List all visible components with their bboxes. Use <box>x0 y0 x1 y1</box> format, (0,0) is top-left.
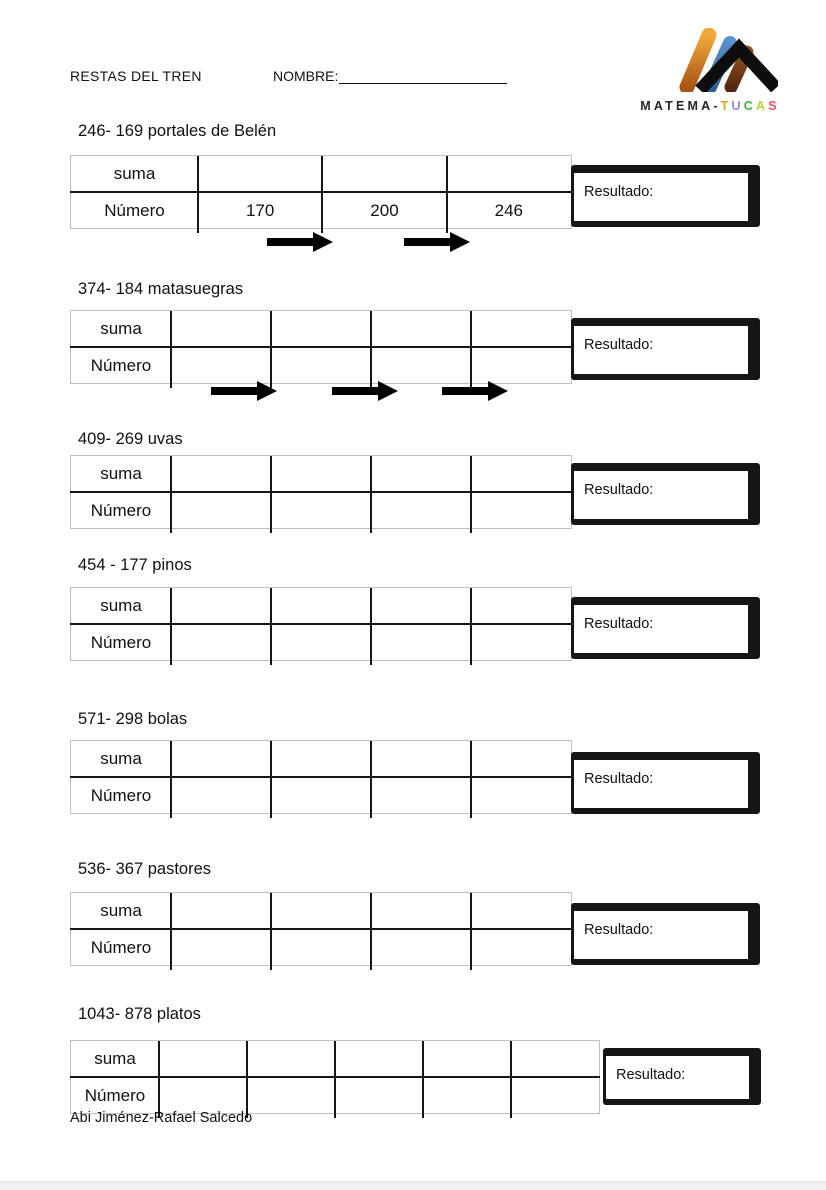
suma-row <box>71 311 571 346</box>
table-divider <box>70 623 572 625</box>
table-column-line <box>170 456 172 533</box>
train-table <box>70 310 572 384</box>
brand-letter: C <box>743 99 757 113</box>
numero-cell[interactable] <box>511 1078 599 1113</box>
brand-prefix: MATEMA- <box>640 99 721 113</box>
suma-label: suma <box>113 164 156 183</box>
suma-label: suma <box>100 749 142 768</box>
exercise-title: 454 - 177 pinos <box>78 556 192 574</box>
numero-label: Número <box>90 633 152 652</box>
table-column-line <box>270 741 272 818</box>
result-label: Resultado: <box>584 184 654 200</box>
numero-label: Número <box>90 938 152 957</box>
brand-name <box>640 99 780 113</box>
numero-cell[interactable] <box>371 930 471 965</box>
numero-cell[interactable] <box>271 493 371 528</box>
exercise-title: 374- 184 matasuegras <box>78 280 244 298</box>
result-box[interactable] <box>571 597 760 659</box>
suma-cell[interactable] <box>271 741 371 776</box>
table-column-line <box>470 311 472 388</box>
right-arrow-icon <box>267 232 333 252</box>
suma-cell[interactable] <box>371 741 471 776</box>
table-column-line <box>170 311 172 388</box>
numero-cell[interactable] <box>271 625 371 660</box>
train-table <box>70 155 572 229</box>
suma-label: suma <box>100 596 142 615</box>
table-column-line <box>446 156 448 233</box>
numero-cell[interactable] <box>171 493 271 528</box>
numero-row <box>71 625 571 660</box>
suma-cell[interactable] <box>198 156 322 191</box>
right-arrow-icon <box>211 381 277 401</box>
name-blank-line[interactable] <box>339 70 507 84</box>
right-arrow-icon <box>332 381 398 401</box>
result-label: Resultado: <box>584 771 654 787</box>
numero-cell[interactable] <box>171 625 271 660</box>
name-field <box>273 68 507 84</box>
numero-row <box>71 348 571 383</box>
suma-cell[interactable] <box>447 156 571 191</box>
suma-row <box>71 741 571 776</box>
suma-cell[interactable] <box>371 456 471 491</box>
suma-cell[interactable] <box>471 741 571 776</box>
result-box[interactable] <box>571 752 760 814</box>
suma-cell[interactable] <box>511 1041 599 1076</box>
numero-row <box>71 930 571 965</box>
exercise-title: 571- 298 bolas <box>78 710 188 728</box>
result-label: Resultado: <box>584 922 654 938</box>
exercise-title: 409- 269 uvas <box>78 430 183 448</box>
suma-cell[interactable] <box>159 1041 247 1076</box>
train-table <box>70 740 572 814</box>
table-column-line <box>510 1041 512 1118</box>
numero-cell[interactable] <box>271 930 371 965</box>
brand-letter: A <box>756 99 769 113</box>
brand-letter: U <box>731 99 744 113</box>
table-column-line <box>334 1041 336 1118</box>
numero-cell[interactable] <box>247 1078 335 1113</box>
table-column-line <box>270 311 272 388</box>
result-box[interactable] <box>571 318 760 380</box>
numero-cell[interactable] <box>423 1078 511 1113</box>
train-table <box>70 892 572 966</box>
suma-cell[interactable] <box>271 588 371 623</box>
brand-suffix <box>721 99 780 113</box>
suma-cell[interactable] <box>271 893 371 928</box>
name-label: NOMBRE: <box>273 68 339 84</box>
result-box[interactable] <box>571 903 760 965</box>
result-label: Resultado: <box>584 337 654 353</box>
brand-logo <box>640 28 780 113</box>
suma-cell[interactable] <box>322 156 446 191</box>
numero-cell[interactable] <box>471 625 571 660</box>
suma-cell[interactable] <box>171 893 271 928</box>
table-divider <box>70 928 572 930</box>
table-column-line <box>170 588 172 665</box>
table-column-line <box>170 893 172 970</box>
brand-letter: S <box>768 99 780 113</box>
suma-label: suma <box>94 1049 136 1068</box>
table-column-line <box>158 1041 160 1118</box>
author-credit: Abi Jiménez-Rafael Salcedo <box>70 1110 253 1126</box>
numero-cell[interactable] <box>171 930 271 965</box>
table-column-line <box>197 156 199 233</box>
suma-label: suma <box>100 464 142 483</box>
table-column-line <box>270 893 272 970</box>
right-arrow-icon <box>404 232 470 252</box>
table-column-line <box>270 456 272 533</box>
numero-label: Número <box>90 356 152 375</box>
logo-mark-icon <box>643 28 778 92</box>
brand-letter: T <box>720 99 732 113</box>
result-box[interactable] <box>571 463 760 525</box>
numero-cell[interactable] <box>271 778 371 813</box>
numero-cell[interactable] <box>271 348 371 383</box>
numero-cell[interactable] <box>171 348 271 383</box>
train-table <box>70 455 572 529</box>
suma-cell[interactable] <box>171 311 271 346</box>
suma-cell[interactable] <box>171 588 271 623</box>
table-column-line <box>246 1041 248 1118</box>
train-table <box>70 1040 600 1114</box>
page-bottom-edge <box>0 1181 826 1190</box>
numero-cell[interactable] <box>371 348 471 383</box>
exercise-title: 1043- 878 platos <box>78 1005 201 1023</box>
table-column-line <box>370 893 372 970</box>
suma-cell[interactable] <box>371 893 471 928</box>
table-column-line <box>470 893 472 970</box>
numero-label: Número <box>90 786 152 805</box>
train-table <box>70 587 572 661</box>
table-column-line <box>270 588 272 665</box>
suma-row <box>71 456 571 491</box>
exercise-title: 536- 367 pastores <box>78 860 212 878</box>
table-divider <box>70 776 572 778</box>
suma-cell[interactable] <box>171 456 271 491</box>
table-column-line <box>321 156 323 233</box>
numero-cell[interactable] <box>371 493 471 528</box>
numero-cell[interactable] <box>471 930 571 965</box>
numero-cell[interactable] <box>371 778 471 813</box>
suma-label: suma <box>100 901 142 920</box>
numero-cell[interactable] <box>159 1078 247 1113</box>
suma-row <box>71 588 571 623</box>
suma-cell[interactable] <box>171 741 271 776</box>
table-column-line <box>370 456 372 533</box>
numero-cell[interactable] <box>471 778 571 813</box>
result-box[interactable] <box>603 1048 761 1105</box>
numero-row <box>71 778 571 813</box>
suma-label: suma <box>100 319 142 338</box>
table-divider <box>70 491 572 493</box>
table-column-line <box>422 1041 424 1118</box>
numero-cell: 170 <box>245 201 275 220</box>
table-column-line <box>370 741 372 818</box>
table-divider <box>70 346 572 348</box>
result-label: Resultado: <box>584 482 654 498</box>
suma-row <box>71 893 571 928</box>
numero-cell[interactable] <box>371 625 471 660</box>
suma-cell[interactable] <box>371 588 471 623</box>
numero-cell[interactable] <box>335 1078 423 1113</box>
suma-cell[interactable] <box>335 1041 423 1076</box>
suma-cell[interactable] <box>271 456 371 491</box>
table-column-line <box>370 311 372 388</box>
suma-cell[interactable] <box>247 1041 335 1076</box>
numero-label: Número <box>104 201 165 220</box>
numero-cell[interactable] <box>171 778 271 813</box>
numero-label: Número <box>90 501 152 520</box>
numero-cell[interactable] <box>471 493 571 528</box>
suma-cell[interactable] <box>371 311 471 346</box>
exercise-title: 246- 169 portales de Belén <box>78 122 277 140</box>
numero-label: Número <box>84 1086 146 1105</box>
result-label: Resultado: <box>616 1067 686 1083</box>
numero-row <box>71 493 571 528</box>
suma-cell[interactable] <box>471 456 571 491</box>
numero-cell[interactable] <box>471 348 571 383</box>
result-label: Resultado: <box>584 616 654 632</box>
result-box[interactable] <box>571 165 760 227</box>
table-column-line <box>370 588 372 665</box>
numero-cell: 200 <box>370 201 399 220</box>
suma-cell[interactable] <box>471 893 571 928</box>
suma-cell[interactable] <box>471 311 571 346</box>
numero-cell: 246 <box>494 201 523 220</box>
suma-cell[interactable] <box>271 311 371 346</box>
right-arrow-icon <box>442 381 508 401</box>
table-column-line <box>470 741 472 818</box>
page-title: RESTAS DEL TREN <box>70 68 202 84</box>
table-column-line <box>470 588 472 665</box>
table-column-line <box>170 741 172 818</box>
table-column-line <box>470 456 472 533</box>
suma-cell[interactable] <box>423 1041 511 1076</box>
suma-cell[interactable] <box>471 588 571 623</box>
